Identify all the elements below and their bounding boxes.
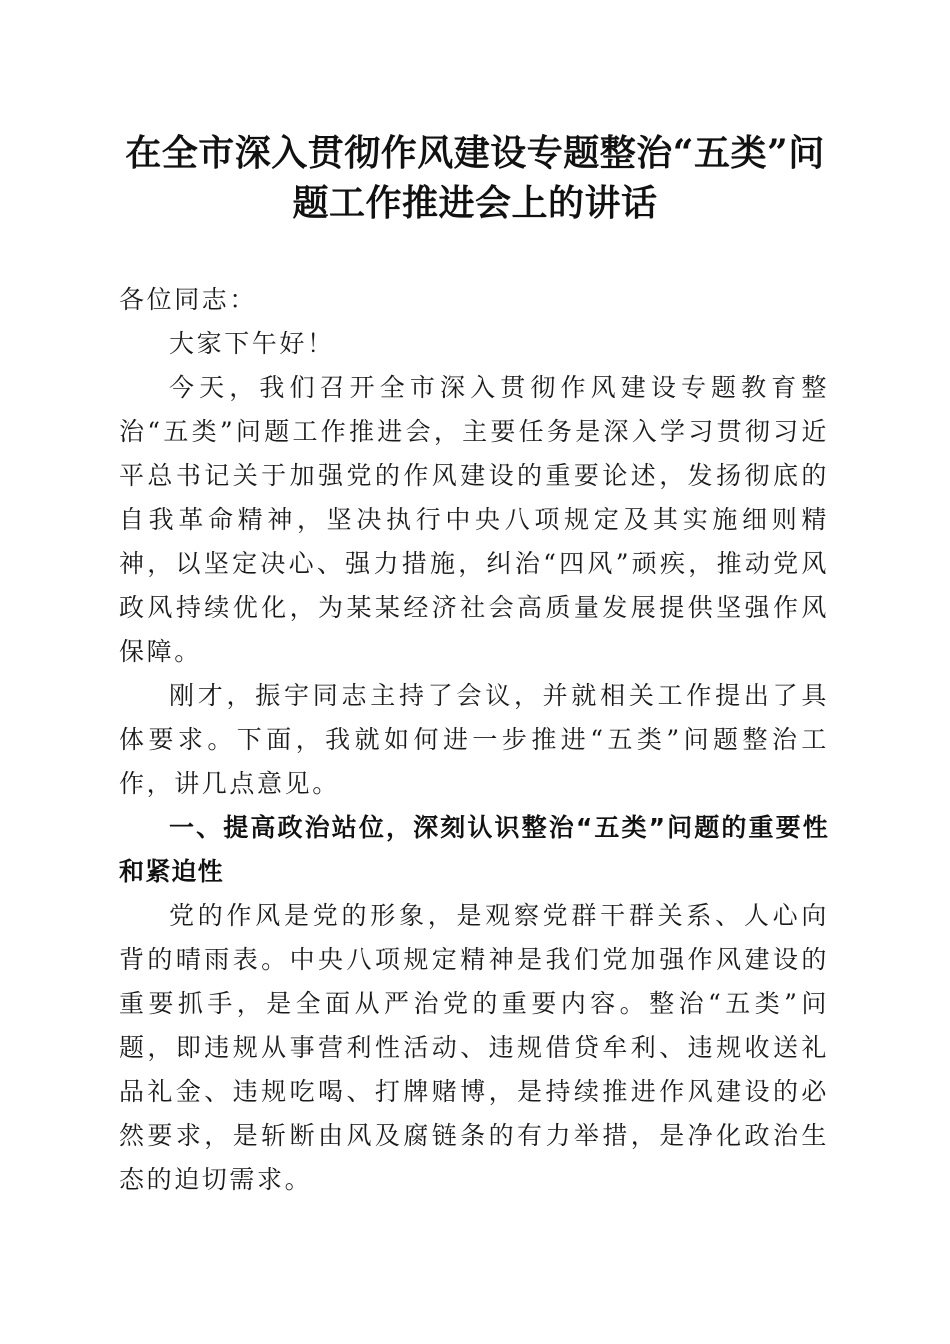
salutation: 各位同志： xyxy=(119,285,258,314)
document-title xyxy=(110,128,840,228)
document-body xyxy=(119,278,829,1202)
title-line-1: 在全市深入贯彻作风建设专题整治“五类”问 xyxy=(125,132,825,174)
paragraph-opening: 今天，我们召开全市深入贯彻作风建设专题教育整治“五类”问题工作推进会，主要任务是深入学习贯彻习近平总书记关于加强党的作风建设的重要论述，发扬彻底的自我革命精神，坚决执行中央八项规定及其实施细则精神，以坚定决心、强力措施，纠治“四风”顽疾，推动党风政风持续优化，为某某经济社会高质量发展提供坚强作风保障。 xyxy=(119,373,829,666)
section-1-paragraph: 党的作风是党的形象，是观察党群干群关系、人心向背的晴雨表。中央八项规定精神是我们党加强作风建设的重要抓手，是全面从严治党的重要内容。整治“五类”问题，即违规从事营利性活动、违规借贷牟利、违规收送礼品礼金、违规吃喝、打牌赌博，是持续推进作风建设的必然要求，是斩断由风及腐链条的有力举措，是净化政治生态的迫切需求。 xyxy=(119,901,829,1194)
greeting: 大家下午好！ xyxy=(169,329,335,358)
section-heading-1: 一、提高政治站位，深刻认识整治“五类”问题的重要性和紧迫性 xyxy=(119,813,829,886)
title-line-2: 题工作推进会上的讲话 xyxy=(292,182,658,224)
paragraph-agenda: 刚才，振宇同志主持了会议，并就相关工作提出了具体要求。下面，我就如何进一步推进“五类”问题整治工作，讲几点意见。 xyxy=(119,681,829,798)
